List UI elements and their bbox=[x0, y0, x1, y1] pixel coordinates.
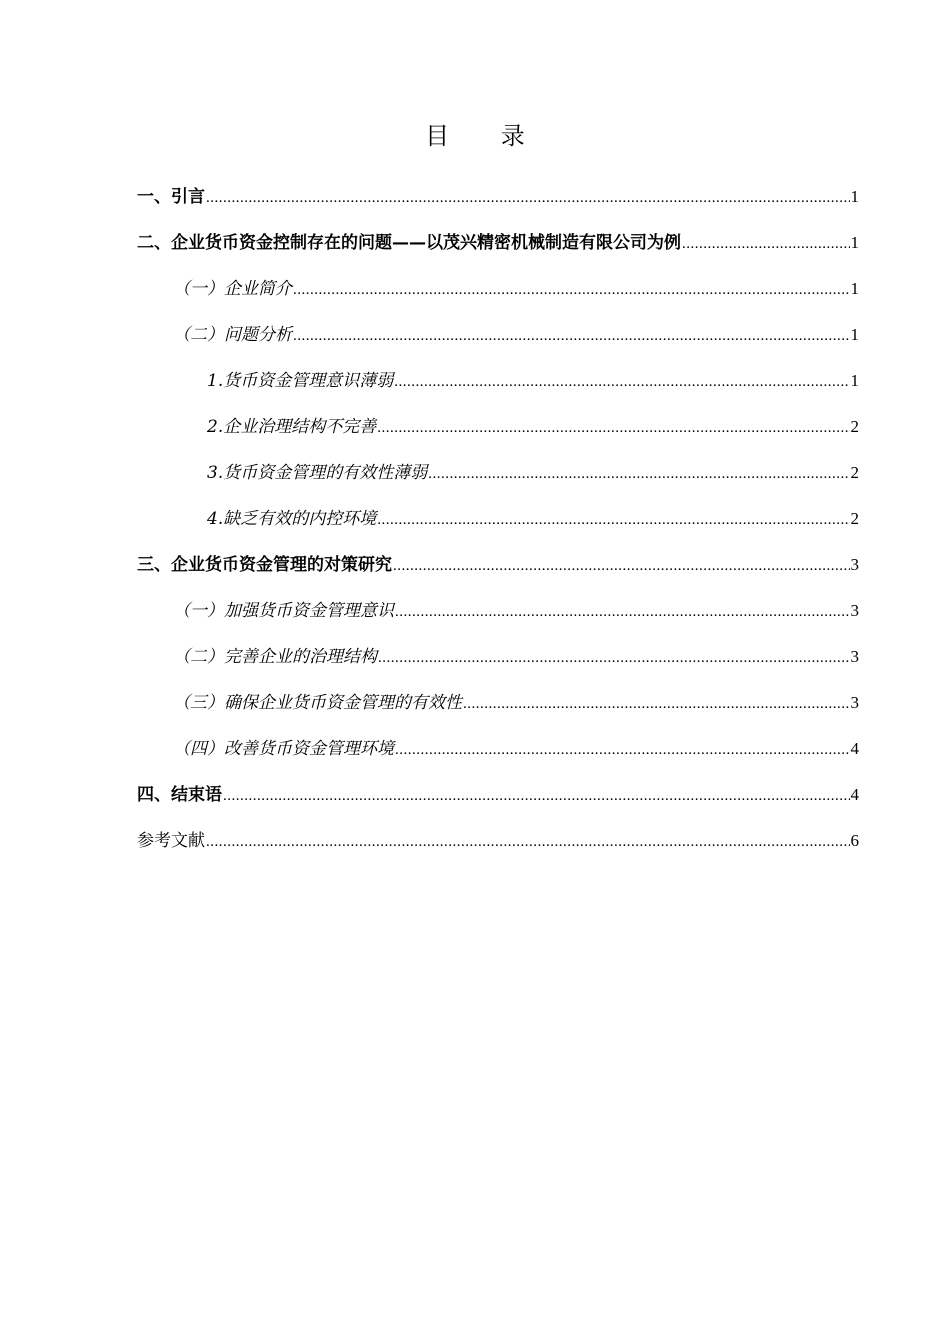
toc-entry-label: 参考文献 bbox=[137, 831, 205, 851]
toc-entry-governance-incomplete[interactable] bbox=[137, 410, 859, 456]
toc-entry-label: （四）改善货币资金管理环境 bbox=[173, 739, 394, 759]
toc-entry-problems[interactable] bbox=[137, 226, 859, 272]
toc-entry-label: 二、企业货币资金控制存在的问题——以茂兴精密机械制造有限公司为例 bbox=[137, 233, 681, 253]
toc-dot-leader bbox=[377, 503, 849, 537]
toc-dot-leader bbox=[378, 641, 850, 675]
toc-entry-label: （一）加强货币资金管理意识 bbox=[173, 601, 394, 621]
toc-page-number: 3 bbox=[850, 693, 859, 712]
toc-entry-label: （一）企业简介 bbox=[173, 279, 292, 299]
toc-page-number: 1 bbox=[850, 325, 859, 344]
toc-dot-leader bbox=[206, 825, 850, 859]
toc-dot-leader bbox=[395, 733, 850, 767]
toc-page-number: 2 bbox=[850, 417, 859, 436]
toc-dot-leader bbox=[394, 365, 849, 399]
toc-entry-label: 1.货币资金管理意识薄弱 bbox=[207, 371, 394, 391]
toc-dot-leader bbox=[393, 549, 850, 583]
toc-entry-label: 3.货币资金管理的有效性薄弱 bbox=[207, 463, 428, 483]
toc-entry-countermeasures[interactable] bbox=[137, 548, 859, 594]
toc-page-number: 2 bbox=[850, 509, 859, 528]
toc-page-number: 3 bbox=[850, 555, 859, 574]
toc-entry-conclusion[interactable] bbox=[137, 778, 859, 824]
toc-dot-leader bbox=[293, 319, 850, 353]
toc-entry-label: 三、企业货币资金管理的对策研究 bbox=[137, 555, 392, 575]
toc-title: 目 录 bbox=[425, 122, 547, 150]
toc-dot-leader bbox=[428, 457, 849, 491]
toc-dot-leader bbox=[377, 411, 849, 445]
table-of-contents bbox=[137, 180, 859, 870]
toc-entry-label: （二）问题分析 bbox=[173, 325, 292, 345]
toc-entry-effectiveness-weak[interactable] bbox=[137, 456, 859, 502]
toc-entry-problem-analysis[interactable] bbox=[137, 318, 859, 364]
toc-entry-ensure-effectiveness[interactable] bbox=[137, 686, 859, 732]
toc-entry-label: 4.缺乏有效的内控环境 bbox=[207, 509, 377, 529]
toc-page-number: 3 bbox=[850, 601, 859, 620]
toc-page-number: 6 bbox=[850, 831, 859, 850]
toc-entry-improve-environment[interactable] bbox=[137, 732, 859, 778]
toc-page-number: 1 bbox=[850, 187, 859, 206]
toc-entry-strengthen-awareness[interactable] bbox=[137, 594, 859, 640]
toc-dot-leader bbox=[463, 687, 850, 721]
toc-page-number: 4 bbox=[850, 785, 859, 804]
toc-entry-label: 2.企业治理结构不完善 bbox=[207, 417, 377, 437]
toc-entry-awareness-weak[interactable] bbox=[137, 364, 859, 410]
toc-entry-references[interactable] bbox=[137, 824, 859, 870]
toc-page-number: 1 bbox=[850, 371, 859, 390]
toc-page-number: 4 bbox=[850, 739, 859, 758]
toc-page-number: 3 bbox=[850, 647, 859, 666]
toc-dot-leader bbox=[395, 595, 850, 629]
toc-page-number: 2 bbox=[850, 463, 859, 482]
toc-dot-leader bbox=[682, 227, 850, 261]
toc-entry-control-environment[interactable] bbox=[137, 502, 859, 548]
toc-entry-improve-governance[interactable] bbox=[137, 640, 859, 686]
toc-entry-company-profile[interactable] bbox=[137, 272, 859, 318]
toc-entry-label: （三）确保企业货币资金管理的有效性 bbox=[173, 693, 462, 713]
toc-page-number: 1 bbox=[850, 279, 859, 298]
toc-dot-leader bbox=[293, 273, 850, 307]
toc-entry-label: 一、引言 bbox=[137, 187, 205, 207]
toc-dot-leader bbox=[223, 779, 850, 813]
toc-entry-label: 四、结束语 bbox=[137, 785, 222, 805]
toc-dot-leader bbox=[206, 181, 850, 215]
toc-entry-introduction[interactable] bbox=[137, 180, 859, 226]
toc-page-number: 1 bbox=[850, 233, 859, 252]
toc-entry-label: （二）完善企业的治理结构 bbox=[173, 647, 377, 667]
